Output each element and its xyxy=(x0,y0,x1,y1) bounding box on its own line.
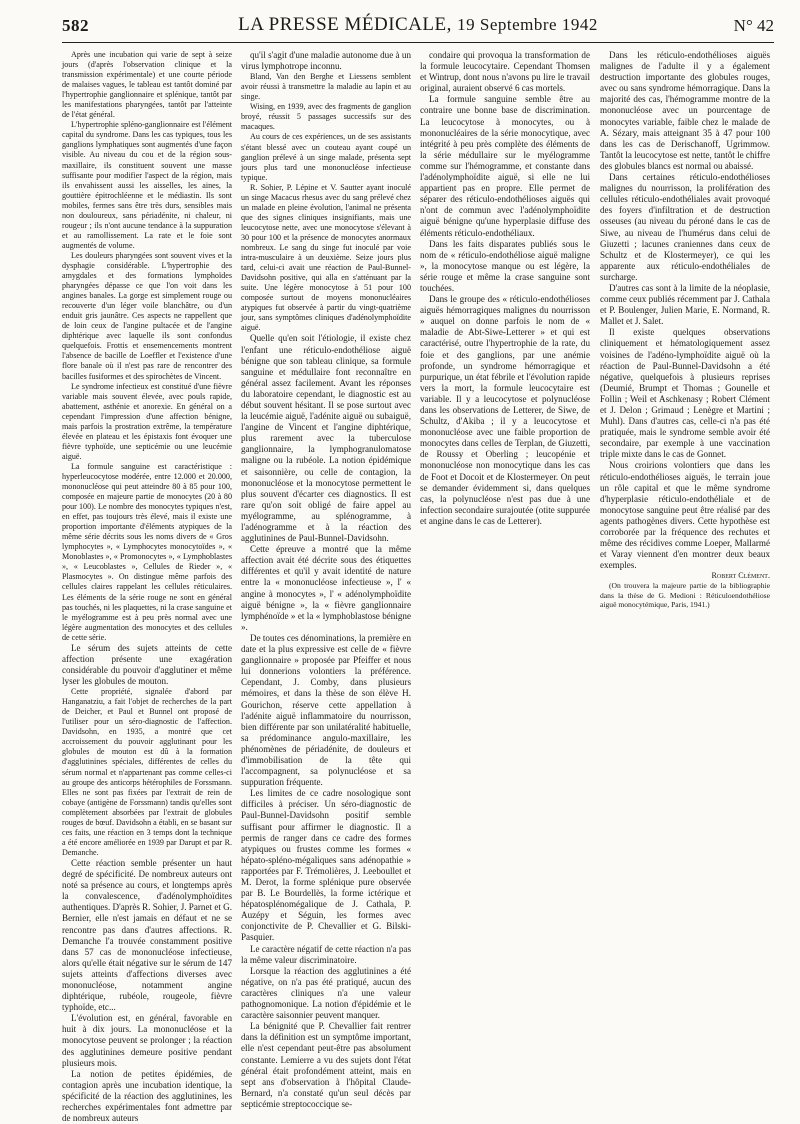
page-number: 582 xyxy=(62,16,89,35)
column-4 xyxy=(600,50,770,1075)
issue-date: 19 Septembre 1942 xyxy=(457,15,598,34)
page-header xyxy=(62,14,774,40)
issue-number: N° 42 xyxy=(733,16,774,35)
article-paragraph: Lorsque la réaction des agglutinines a été négative, on n'a pas été pratiqué, aucun des caractères cliniques n'a une valeur pathognomonique. La notion d'épidémie et le caractère saisonnier peuvent manquer. xyxy=(241,965,411,1021)
article-paragraph: Nous croirions volontiers que dans les réticulo-endothélioses aiguës, le terrain joue un rôle capital et que le même syndrome d'hyperplasie réticulo-endothéliale et de monocytose sanguine peut être réalisé par des agents pathogènes divers. Cette hypothèse est corroborée par la fréquence des rechutes et même des récidives comme Loeper, Mallarmé et Varay viennent d'en montrer deux beaux exemples. xyxy=(600,460,770,571)
article-paragraph: Le sérum des sujets atteints de cette affection présente une exagération considérable du pouvoir d'agglutiner et même lyser les globules de mouton. xyxy=(62,642,232,687)
column-1 xyxy=(62,50,232,1124)
article-paragraph: Dans le groupe des « réticulo-endothélioses aiguës hémorragiques malignes du nourrisson » auquel on donne parfois le nom de « maladie de Abt-Siwe-Letterer » et qui est caractérisé, outre l'hypertrophie de la rate, du foie et des ganglions, par une anémie profonde, un syndrome hémorragique et purpurique, un état fébrile et l'évolution rapide vers la mort, la formule leucocytaire est variable. Il y a leucocytose et polynucléose dans les observations de Letterer, de Siwe, de Schultz, d'Akiba ; il y a leucocytose et mononucléose avec une faible proportion de monocytes dans celles de Terplan, de Giuzetti, de Roussy et Oberling ; leucopénie et mononucléose non monocytique dans les cas de Foot et Docoit et de Klostermeyer. On peut se demander évidemment si, dans quelques cas, la polynucléose n'est pas due à une infection secondaire surajoutée (otite suppurée et angine dans le cas de Letterer). xyxy=(420,294,590,526)
article-paragraph: De toutes ces dénominations, la première en date et la plus expressive est celle de « fièvre ganglionnaire » proposée par Pfeiffer et nous lui donnerions volontiers la préférence. Cependant, J. Comby, dans plusieurs mémoires, et dans la thèse de son élève H. Gourichon, réserve cette appellation à l'adénite aiguë inflammatoire du nourrisson, bien différente par son unilatéralité habituelle, sa prédominance angulo-maxillaire, les phénomènes de périadénite, de douleurs et d'immobilisation de la tête qui l'accompagnent, sa polynucléose et sa suppuration fréquente. xyxy=(241,632,411,788)
header-rule xyxy=(62,42,774,43)
article-paragraph: Cette réaction semble présenter un haut degré de spécificité. De nombreux auteurs ont noté sa présence au cours, et longtemps après la convalescence, d'adénolymphoïdites authentiques. D'après R. Sohier, J. Parnet et G. Bernier, elle n'est jamais en défaut et ne se rencontre pas dans d'autres affections. R. Demanche l'a trouvée constamment positive dans 57 cas de mononucléose infectieuse, alors qu'elle était négative sur le sérum de 147 sujets atteints d'affections diverses avec mononucléose, notamment angine diphtérique, rubéole, rougeole, fièvre typhoïde, etc... xyxy=(62,857,232,1013)
article-paragraph: Les limites de ce cadre nosologique sont difficiles à préciser. Un séro-diagnostic de Paul-Bunnel-Davidsohn positif semble suffisant pour affirmer le diagnostic. Il a permis de ranger dans ce cadre des formes atypiques ou frustes comme les formes « hépato-spléno-mégaliques sans adénopathie » rapportées par F. Trémolières, J. Leeboullet et M. Derot, la forme splénique pure observée par B. Le Bourdellès, la forme ictérique et hépatosplénomégalique de J. Cathala, P. Auzépy et Séguin, les formes avec conjonctivite de P. Chevallier et G. Bilski-Pasquier. xyxy=(241,788,411,943)
article-paragraph: Dans certaines réticulo-endothélioses malignes du nourrisson, la prolifération des cellules réticulo-endothéliales avait provoqué des foyers d'infiltration et de destruction osseuses (au niveau du péroné dans le cas de Siwe, au niveau de l'humérus dans celui de Giuzetti ; lacunes craniennes dans ceux de Schultz et de Klostermeyer), ce qui les apparente aux réticulo-endothéliales de surcharge. xyxy=(600,172,770,282)
article-paragraph: Quelle qu'en soit l'étiologie, il existe chez l'enfant une réticulo-endothéliose aiguë bénigne que son tableau clinique, sa formule sanguine et médullaire font reconnaître en général assez facilement. Avant les réponses du laboratoire cependant, le diagnostic est au début souvent hésitant. Il se pose surtout avec la leucémie aiguë, l'adénite aiguë ou subaiguë, l'angine de Vincent et l'angine diphtérique, plus rarement avec la tuberculose ganglionnaire, la lymphogranulomatose maligne ou la rubéole. La notion épidémique et saisonnière, ou celle de contagion, la mononucléose et la monocytose permettent le plus souvent d'écarter ces diagnostics. Il est rare qu'on soit obligé de faire appel au myélogramme, au splénogramme, à l'adénogramme et à la réaction des agglutinines de Paul-Bunnel-Davidsohn. xyxy=(241,333,411,544)
article-paragraph: Bland, Van den Berghe et Liessens semblent avoir réussi à transmettre la maladie au lapin et au singe. xyxy=(241,72,411,102)
article-paragraph: Au cours de ces expériences, un de ses assistants s'étant blessé avec un couteau ayant coupé un ganglion prélevé à un singe malade, présenta sept jours plus tard une mononucléose infectieuse typique. xyxy=(241,132,411,182)
article-paragraph: La formule sanguine semble être au contraire une bonne base de discrimination. La leucocytose à monocytes, ou à mononucléaires de la série monocytique, avec intégrité à peu près complète des éléments de la série médullaire sur le myélogramme comme sur l'hémogramme, et constante dans l'adénolymphoïdite aiguë, si elle ne lui appartient pas en propre. Elle permet de séparer des réticulo-endothélioses aiguës qui n'ont de commun avec l'adénolymphoïdite aiguë bénigne qu'une hyperplasie diffuse des éléments réticulo-endothéliaux. xyxy=(420,94,590,238)
article-paragraph: Le syndrome infectieux est constitué d'une fièvre variable mais souvent élevée, avec pouls rapide, abattement, asthénie et anorexie. En général on a cependant l'impression d'une affection bénigne, mais parfois la prostration extrême, la température élevée en plateau et les épistaxis font évoquer une fièvre typhoïde, une septicémie ou une leucémie aiguë. xyxy=(62,381,232,461)
article-paragraph: La formule sanguine est caractéristique : hyperleucocytose modérée, entre 12.000 et 20.000, mononucléose qui peut atteindre 80 à 85 pour 100, composée en majeure partie de monocytes (20 à 80 pour 100). Le nombre des monocytes typiques n'est, en effet, pas toujours très élevé, mais il existe une proportion importante d'éléments atypiques de la même série décrits sous les noms divers de « Gros lymphocytes », « Lymphocytes monocytoïdes », « Monoblastes », « Promonocytes », « Lymphoblastes », « Leucoblastes », Cellules de Rieder », « Plasmocytes ». On distingue même parfois des cellules claires rappelant les cellules réticulaires. Les éléments de la série rouge ne sont en général pas touchés, ni les plaquettes, ni la crase sanguine et le myélogramme est à peu près normal avec une légère augmentation des monocytes et des cellules de cette série. xyxy=(62,461,232,642)
article-paragraph: qu'il s'agit d'une maladie autonome due à un virus lymphotrope inconnu. xyxy=(241,50,411,72)
article-paragraph: La bénignité que P. Chevallier fait rentrer dans la définition est un symptôme important, elle n'est cependant peut-être pas absolument constante. Lemierre a vu des sujets dont l'état général était profondément atteint, mais en sept ans d'observation à l'hôpital Claude-Bernard, n'a constaté qu'un seul décès par septicémie streptococcique se- xyxy=(241,1021,411,1109)
journal-title xyxy=(62,14,774,36)
journal-name: LA PRESSE MÉDICALE, xyxy=(238,14,452,35)
article-paragraph: Cette épreuve a montré que la même affection avait été décrite sous des étiquettes différentes et qu'il y avait identité de nature entre la « mononucléose infectieuse », l' « angine à monocytes », l' « adénolymphoïdite aiguë bénigne », la « fièvre ganglionnaire lymphénoïde » et la « lymphoblastose bénigne ». xyxy=(241,544,411,632)
column-2 xyxy=(241,50,411,1109)
article-paragraph: Après une incubation qui varie de sept à seize jours (d'après l'observation clinique et la transmission expérimentale) et une courte période de malaises vagues, le tableau est tantôt dominé par l'hypertrophie ganglionnaire et splénique, tantôt par les manifestations pharyngées, tantôt par l'atteinte de l'état général. xyxy=(62,50,232,120)
article-paragraph: Il existe quelques observations cliniquement et hématologiquement assez voisines de l'adéno-lymphoïdite aiguë où la réaction de Paul-Bunnel-Davidsohn a été négative, quelquefois à plusieurs reprises (Deumié, Brumpt et Thomas ; Gounelle et Follin ; Weil et Aschkenasy ; Robert Clément et J. Delon ; Grimaud ; Lenègre et Martini ; Muhl). Dans d'autres cas, celle-ci n'a pas été pratiquée, mais le syndrome semble avoir été secondaire, par exemple à une vaccination triple mixte dans le cas de Gonnet. xyxy=(600,327,770,460)
article-paragraph: R. Sohier, P. Lépine et V. Sautter ayant inoculé un singe Macacus rhesus avec du sang prélevé chez un malade en pleine évolution, l'animal ne présenta que des signes cliniques insignifiants, mais une leucocytose nette, avec une monocytose s'élevant à 30 pour 100 et la présence de monocytes anormaux nombreux. Le sang du singe fut inoculé par voie intra-musculaire à un deuxième. Seize jours plus tard, celui-ci avait une réaction de Paul-Bunnel-Davidsohn positive, qui alla en s'atténuant par la suite. Une légère monocytose à 51 pour 100 composée surtout de moyens mononucléaires atypiques fut observée à partir du vingt-quatrième jour, sans symptômes cliniques d'adénolymphoïdite aiguë. xyxy=(241,182,411,333)
article-paragraph: L'évolution est, en général, favorable en huit à dix jours. La mononucléose et la monocytose peuvent se prolonger ; la réaction des agglutinines demeure positive pendant plusieurs mois. xyxy=(62,1013,232,1068)
article-paragraph: L'hypertrophie spléno-ganglionnaire est l'élément capital du syndrome. Dans les cas typiques, tous les ganglions lymphatiques sont augmentés d'une façon visible. Au niveau du cou et de la région sous-maxillaire, ils constituent souvent une masse suffisante pour modifier l'aspect de la région, mais ils envahissent aussi les aisselles, les aines, la gouttière épitrochléenne et le médiastin. Ils sont mobiles, fermes sans être très durs, sensibles mais non douloureux, sans périadénite, ni chaleur, ni rougeur ; ils n'ont aucune tendance à la suppuration et au ramollissement. La rate et le foie sont augmentés de volume. xyxy=(62,120,232,250)
article-paragraph: Dans les réticulo-endothélioses aiguës malignes de l'adulte il y a également destruction importante des globules rouges, avec ou sans syndrome hémorragique. Dans la majorité des cas, l'hémogramme montre de la mononucléose avec un pourcentage de monocytes variable, faible chez le malade de A. Sézary, mais atteignant 35 à 47 pour 100 dans les cas de Derischanoff, Ugrimmow. Tantôt la leucocytose est nette, tantôt le chiffre des globules blancs est normal ou abaissé. xyxy=(600,50,770,171)
article-paragraph: Les douleurs pharyngées sont souvent vives et la dysphagie considérable. L'hypertrophie des amygdales et des formations lymphoïdes pharyngées dépasse ce que l'on voit dans les angines banales. La gorge est simplement rouge ou recouverte d'un léger voile blanchâtre, ou d'un enduit gris jaunâtre. Ces aspects ne rappellent que de loin ceux de l'angine pultacée et de l'angine diphtérique avec laquelle ils sont confondus quelquefois. Frottis et ensemencements montrent l'absence de bacille de Loeffler et l'existence d'une flore banale où il n'est pas rare de rencontrer des bacilles fusiformes et des spirochètes de Vincent. xyxy=(62,250,232,381)
article-paragraph: Cette propriété, signalée d'abord par Hanganatziu, a fait l'objet de recherches de la part de Deicher, et Paul et Bunnel ont proposé de l'utiliser pour un séro-diagnostic de l'affection. Davidsohn, en 1935, a montré que cet accroissement du pouvoir agglutinant pour les globules de mouton est dû à la formation d'agglutinines spéciales, différentes de celles du sérum normal et n'appartenant pas comme celles-ci au groupe des anticorps hétérophiles de Forssmann. Elles ne sont pas fixées par l'extrait de rein de cobaye (antigène de Forssmann) tandis qu'elles sont complètement absorbées par l'extrait de globules rouges de bœuf. Davidsohn a établi, en se basant sur ces faits, une réaction en 3 temps dont la technique a été encore améliorée en 1939 par Darupt et par R. Demanche. xyxy=(62,687,232,857)
article-paragraph: Wising, en 1939, avec des fragments de ganglion broyé, réussit 5 passages successifs sur des macaques. xyxy=(241,102,411,132)
article-paragraph: D'autres cas sont à la limite de la néoplasie, comme ceux publiés récemment par J. Cathala et P. Boulenger, Julien Marie, E. Normand, R. Mallet et J. Salet. xyxy=(600,282,770,327)
article-paragraph: La notion de petites épidémies, de contagion après une incubation identique, la spécificité de la réaction des agglutinines, les recherches expérimentales font admettre par de nombreux auteurs xyxy=(62,1068,232,1124)
author-signature: Robert Clément. xyxy=(711,571,770,581)
article-paragraph: Le caractère négatif de cette réaction n'a pas la même valeur discriminatoire. xyxy=(241,943,411,965)
bibliography-note: (On trouvera la majeure partie de la bibliographie dans la thèse de G. Medioni : Réticuloendothéliose aiguë monocytémique, Paris, 1941.) xyxy=(600,581,770,610)
article-paragraph: Dans les faits disparates publiés sous le nom de « réticulo-endothéliose aiguë maligne », la monocytose manque ou est légère, la série rouge et même la crase sanguine sont touchées. xyxy=(420,238,590,293)
article-paragraph: condaire qui provoqua la transformation de la formule leucocytaire. Cependant Thomsen et Wintrup, dont nous n'avons pu lire le travail original, auraient observé 6 cas mortels. xyxy=(420,50,590,94)
column-3 xyxy=(420,50,590,1075)
